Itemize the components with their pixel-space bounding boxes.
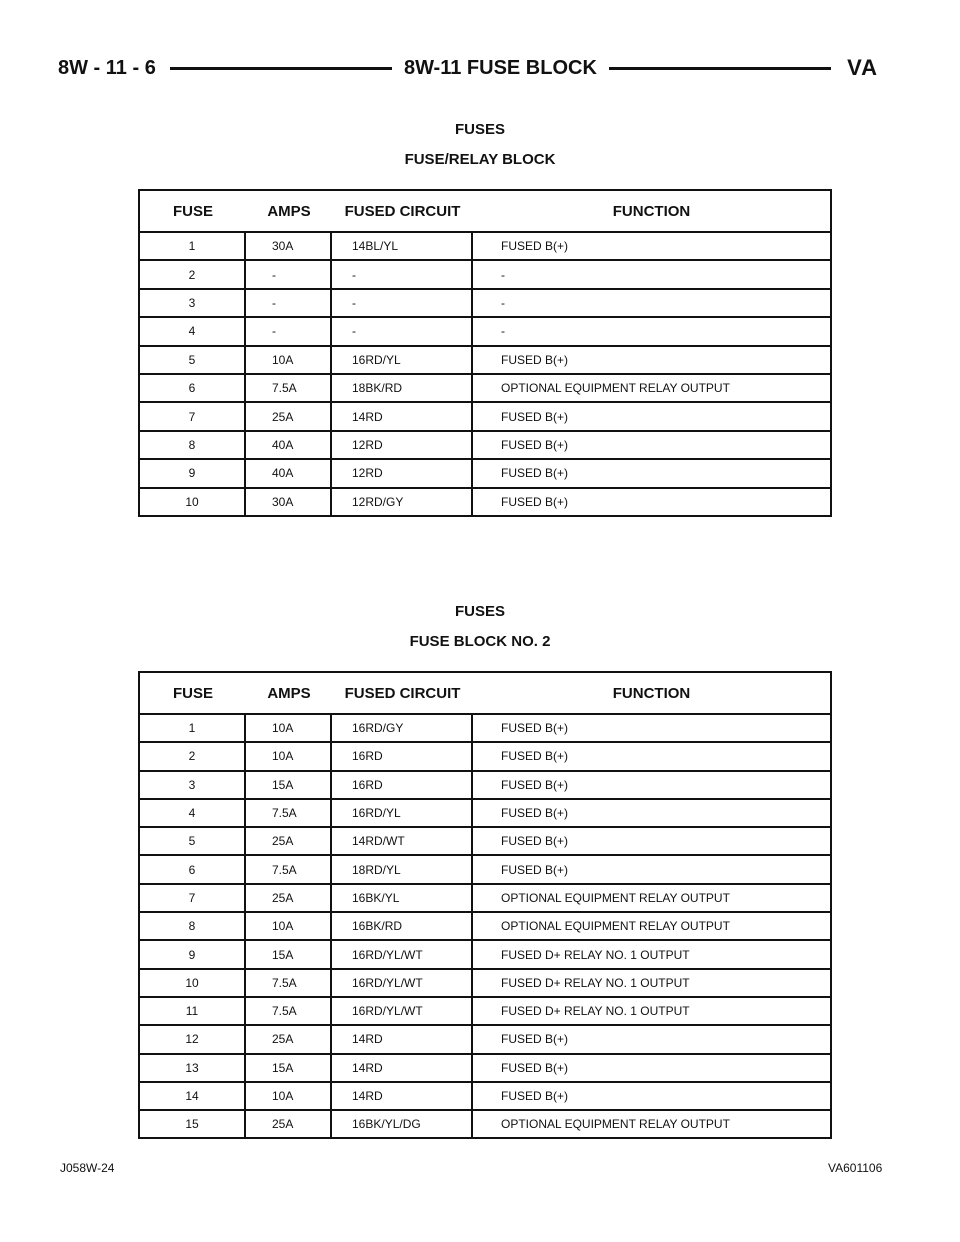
cell-fused-circuit: 18BK/RD (332, 375, 473, 401)
cell-fused-circuit: 16RD/YL/WT (332, 970, 473, 996)
cell-fused-circuit: 16RD/YL/WT (332, 998, 473, 1024)
table-row (140, 941, 830, 969)
cell-fuse: 6 (140, 856, 246, 882)
cell-amps: - (246, 290, 332, 316)
vehicle-code: VA (847, 55, 878, 80)
cell-fused-circuit: 14RD (332, 1055, 473, 1081)
cell-fused-circuit: 12RD/GY (332, 489, 473, 515)
table-row (140, 800, 830, 828)
cell-fused-circuit: 14RD (332, 1083, 473, 1109)
cell-fuse: 7 (140, 403, 246, 429)
cell-function: FUSED B(+) (501, 834, 569, 849)
table-header-row (140, 673, 830, 715)
cell-fuse: 15 (140, 1111, 246, 1137)
cell-fuse: 10 (140, 489, 246, 515)
cell-fused-circuit: 12RD (332, 460, 473, 486)
table-row (140, 1083, 830, 1111)
table1-subtitle: FUSE/RELAY BLOCK (404, 151, 556, 168)
cell-amps: 25A (246, 403, 332, 429)
column-header-function: FUNCTION (612, 684, 691, 702)
cell-function: - (501, 324, 505, 339)
cell-function: FUSED B(+) (501, 749, 569, 764)
cell-fused-circuit: 16RD/YL (332, 800, 473, 826)
table-row (140, 347, 830, 375)
table-row (140, 403, 830, 431)
column-header-function: FUNCTION (612, 202, 691, 220)
cell-fuse: 8 (140, 432, 246, 458)
column-header-amps: AMPS (267, 684, 311, 702)
cell-function: - (501, 267, 505, 282)
cell-fuse: 3 (140, 772, 246, 798)
column-header-fused-circuit: FUSED CIRCUIT (344, 684, 461, 702)
cell-fused-circuit: 16RD/YL (332, 347, 473, 373)
cell-function: FUSED B(+) (501, 806, 569, 821)
cell-function: OPTIONAL EQUIPMENT RELAY OUTPUT (501, 1117, 730, 1132)
cell-amps: 10A (246, 743, 332, 769)
cell-fuse: 6 (140, 375, 246, 401)
cell-amps: 30A (246, 489, 332, 515)
table-row (140, 460, 830, 488)
table-row (140, 913, 830, 941)
cell-amps: - (246, 261, 332, 287)
cell-function: FUSED B(+) (501, 352, 569, 367)
table-header-row (140, 191, 830, 233)
cell-function: FUSED B(+) (501, 239, 569, 254)
cell-function: FUSED B(+) (501, 777, 569, 792)
table-row (140, 885, 830, 913)
figure-code-left: J058W-24 (60, 1161, 115, 1175)
cell-fuse: 1 (140, 715, 246, 741)
cell-fuse: 2 (140, 261, 246, 287)
cell-fuse: 13 (140, 1055, 246, 1081)
cell-function: FUSED B(+) (501, 494, 569, 509)
cell-amps: 40A (246, 460, 332, 486)
cell-amps: 10A (246, 1083, 332, 1109)
cell-amps: 10A (246, 347, 332, 373)
cell-amps: 25A (246, 885, 332, 911)
cell-fuse: 11 (140, 998, 246, 1024)
cell-fuse: 5 (140, 828, 246, 854)
cell-function: FUSED B(+) (501, 1089, 569, 1103)
figure-code-right: VA601106 (828, 1161, 883, 1175)
cell-function: FUSED B(+) (501, 437, 569, 452)
cell-fused-circuit: 16BK/YL (332, 885, 473, 911)
cell-fuse: 8 (140, 913, 246, 939)
cell-function: FUSED D+ RELAY NO. 1 OUTPUT (501, 975, 690, 990)
table-row (140, 1026, 830, 1054)
cell-amps: 7.5A (246, 998, 332, 1024)
cell-fuse: 2 (140, 743, 246, 769)
cell-amps: 7.5A (246, 375, 332, 401)
table-row (140, 998, 830, 1026)
cell-amps: 7.5A (246, 800, 332, 826)
fuse-relay-block-table (138, 189, 832, 517)
cell-amps: 15A (246, 772, 332, 798)
column-header-fuse: FUSE (172, 202, 213, 220)
table-row (140, 261, 830, 289)
column-header-amps: AMPS (267, 202, 311, 220)
cell-amps: 15A (246, 941, 332, 967)
cell-fused-circuit: 14RD/WT (332, 828, 473, 854)
table-row (140, 290, 830, 318)
cell-amps: 30A (246, 233, 332, 259)
column-header-fuse: FUSE (172, 684, 213, 702)
cell-function: OPTIONAL EQUIPMENT RELAY OUTPUT (501, 890, 730, 905)
cell-amps: 25A (246, 1026, 332, 1052)
table-row (140, 828, 830, 856)
cell-fused-circuit: 16RD/GY (332, 715, 473, 741)
table-row (140, 970, 830, 998)
cell-amps: 15A (246, 1055, 332, 1081)
cell-function: FUSED B(+) (501, 1032, 569, 1047)
cell-fuse: 9 (140, 460, 246, 486)
cell-fused-circuit: 18RD/YL (332, 856, 473, 882)
cell-amps: - (246, 318, 332, 344)
cell-fused-circuit: - (332, 290, 473, 316)
cell-function: OPTIONAL EQUIPMENT RELAY OUTPUT (501, 381, 730, 396)
table-row (140, 856, 830, 884)
cell-fuse: 9 (140, 941, 246, 967)
cell-fused-circuit: 14RD (332, 1026, 473, 1052)
table-row (140, 489, 830, 515)
cell-amps: 10A (246, 715, 332, 741)
table2-subtitle: FUSE BLOCK NO. 2 (409, 633, 551, 650)
table-row (140, 772, 830, 800)
cell-fused-circuit: 16RD (332, 772, 473, 798)
header-rule-left (170, 67, 392, 70)
cell-fused-circuit: 16RD (332, 743, 473, 769)
cell-fuse: 4 (140, 800, 246, 826)
cell-function: FUSED D+ RELAY NO. 1 OUTPUT (501, 1004, 690, 1019)
table-row (140, 375, 830, 403)
cell-function: FUSED D+ RELAY NO. 1 OUTPUT (501, 947, 690, 962)
cell-function: FUSED B(+) (501, 466, 569, 481)
cell-function: OPTIONAL EQUIPMENT RELAY OUTPUT (501, 919, 730, 934)
cell-fused-circuit: 14BL/YL (332, 233, 473, 259)
table-row (140, 1111, 830, 1137)
cell-amps: 40A (246, 432, 332, 458)
cell-fused-circuit: - (332, 318, 473, 344)
cell-function: FUSED B(+) (501, 1060, 569, 1075)
cell-fused-circuit: 16BK/YL/DG (332, 1111, 473, 1137)
cell-amps: 25A (246, 1111, 332, 1137)
cell-fuse: 5 (140, 347, 246, 373)
cell-fuse: 3 (140, 290, 246, 316)
table-row (140, 233, 830, 261)
cell-amps: 7.5A (246, 856, 332, 882)
table-row (140, 715, 830, 743)
cell-amps: 7.5A (246, 970, 332, 996)
cell-fuse: 4 (140, 318, 246, 344)
table-row (140, 318, 830, 346)
cell-amps: 10A (246, 913, 332, 939)
table2-title: FUSES (454, 603, 505, 620)
cell-fuse: 14 (140, 1083, 246, 1109)
header-rule-right (609, 67, 831, 70)
cell-fused-circuit: 16RD/YL/WT (332, 941, 473, 967)
cell-function: - (501, 295, 505, 310)
cell-fused-circuit: 14RD (332, 403, 473, 429)
page-number: 8W - 11 - 6 (58, 56, 156, 79)
cell-fuse: 1 (140, 233, 246, 259)
cell-fuse: 12 (140, 1026, 246, 1052)
column-header-fused-circuit: FUSED CIRCUIT (344, 202, 461, 220)
cell-amps: 25A (246, 828, 332, 854)
cell-fused-circuit: - (332, 261, 473, 287)
table-row (140, 1055, 830, 1083)
cell-fused-circuit: 16BK/RD (332, 913, 473, 939)
cell-function: FUSED B(+) (501, 721, 569, 736)
cell-fuse: 10 (140, 970, 246, 996)
cell-fused-circuit: 12RD (332, 432, 473, 458)
table-row (140, 743, 830, 771)
table-row (140, 432, 830, 460)
cell-fuse: 7 (140, 885, 246, 911)
cell-function: FUSED B(+) (501, 409, 569, 424)
cell-function: FUSED B(+) (501, 862, 569, 877)
page-header (58, 56, 878, 80)
fuse-block-no2-table (138, 671, 832, 1139)
table1-title: FUSES (454, 121, 505, 138)
section-heading: 8W-11 FUSE BLOCK (403, 56, 597, 79)
